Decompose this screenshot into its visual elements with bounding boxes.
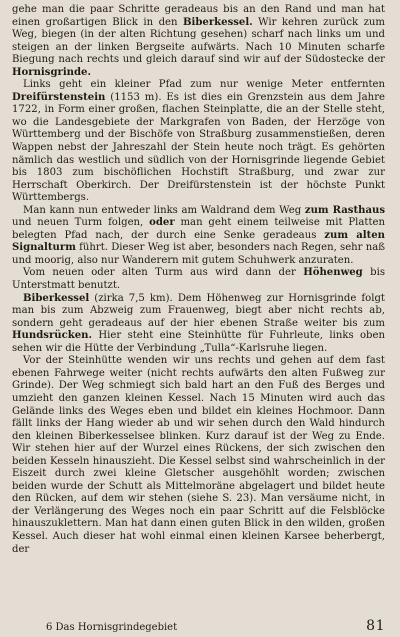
text-run: man geht einem teilweise mit Platten belegten Pfad nach, der durch eine Senke geradeaus	[12, 217, 385, 241]
text-run: Vor der Steinhütte wenden wir uns rechts und gehen auf dem fast ebenen Fahrwege weiter (nicht rechts aufwärts den alten Fußweg zur Grinde). Der Weg schmiegt sich bald hart an den Fuß des Berges und umzieht den ganzen kleinen Kessel. Nach 15 Minuten wird auch das Gelände links des Weges eben und bildet ein kleines Hochmoor. Dann fällt links der Hang wieder ab und wir sehen durch den Wald hindurch den kleinen Biberkesselsee blinken. Kurz darauf ist der Weg zu Ende. Wir stehen hier auf der Wurzel eines Rückens, der sich zwischen den beiden Kesseln hinauszieht. Die Kessel selbst sind wahrscheinlich in der Eiszeit durch zwei kleine Gletscher ausgehöhlt worden; zwischen beiden wurde der Schutt als Mittelmoräne abgelagert und bildet heute den Rücken, auf dem wir stehen (siehe S. 23). Man versäume nicht, in der Verlängerung des Weges noch ein paar Schritt auf die Felsblöcke hinauszuklettern. Man hat dann einen guten Blick in den wilden, großen Kessel. Auch dieser hat wohl einmal einen kleinen Karsee beherbergt, der	[12, 355, 385, 555]
bold-term: oder	[149, 217, 175, 229]
bold-term: Hundsrücken.	[12, 330, 93, 342]
signature-mark: 6 Das Hornisgrindegebiet	[46, 622, 178, 633]
text-run: bis Unterstmatt benutzt.	[12, 267, 385, 292]
bold-term: Hornisgrinde.	[12, 66, 91, 78]
paragraph	[12, 205, 385, 268]
bold-term: Biberkessel	[23, 292, 90, 304]
text-run: Wir kehren zurück zum Weg, biegen (in der alten Richtung gesehen) scharf nach links um und steigen an der linken Bergseite aufwärts. Nach 10 Minuten scharfe Biegung nach rechts und gleich darauf sind wir auf der Südostecke der	[12, 16, 386, 66]
text-run: Vom neuen oder alten Turm aus wird dann der	[23, 267, 304, 279]
page-footer	[46, 620, 385, 634]
text-run: gehe man die paar Schritte geradeaus bis an den Rand und man hat einen großartigen Blick in den	[12, 4, 385, 28]
text-run: (1153 m). Es ist dies ein Grenzstein aus dem Jahre 1722, in Form einer großen, flachen Steinplatte, die an der Stelle steht, wo die Landesgebiete der Markgrafen von Baden, der Herzöge von Württemberg und der Bischöfe von Straßburg zusammenstießen, deren Wappen nebst der Jahreszahl der Stein heute noch trägt. Es gehörten nämlich das westlich und südlich von der Hornisgrinde liegende Gebiet bis 1803 zum bischöflichen Hochstift Straßburg, und zwar zur Herrschaft Oberkirch. Der Dreifürstenstein ist der höchste Punkt Württembergs.	[12, 91, 385, 204]
text-run: Hier steht eine Steinhütte für Fuhrleute, links oben sehen wir die Hütte der Verbindung „Tulla“-Karlsruhe liegen.	[12, 330, 385, 354]
text-run: (zirka 7,5 km). Dem Höhenweg zur Hornisgrinde folgt man bis zum Abzweig zum Frauenweg, biegt aber nicht rechts ab, sondern geht geradeaus auf der hier ebenen Straße weiter bis zum	[12, 292, 385, 329]
paragraph	[12, 267, 385, 292]
page-number: 81	[366, 618, 385, 634]
paragraph	[12, 4, 385, 79]
bold-term: zum Rasthaus	[304, 204, 386, 216]
paragraph	[12, 355, 385, 556]
text-run: und neuen Turm folgen,	[12, 217, 150, 229]
bold-term: Dreifürstenstein	[12, 91, 106, 103]
text-run: führt. Dieser Weg ist aber, besonders nach Regen, sehr naß und moorig, also nur Wanderern mit gutem Schuhwerk anzuraten.	[12, 242, 385, 266]
text-run: Links geht ein kleiner Pfad zum nur wenige Meter entfernten	[23, 79, 385, 91]
paragraph	[12, 293, 385, 356]
body-text	[12, 4, 385, 556]
bold-term: Höhenweg	[303, 267, 363, 279]
bold-term: zum alten Signalturm	[12, 229, 385, 254]
text-run: Man kann nun entweder links am Waldrand dem Weg	[23, 204, 305, 216]
paragraph	[12, 79, 385, 204]
bold-term: Biberkessel.	[182, 16, 253, 28]
